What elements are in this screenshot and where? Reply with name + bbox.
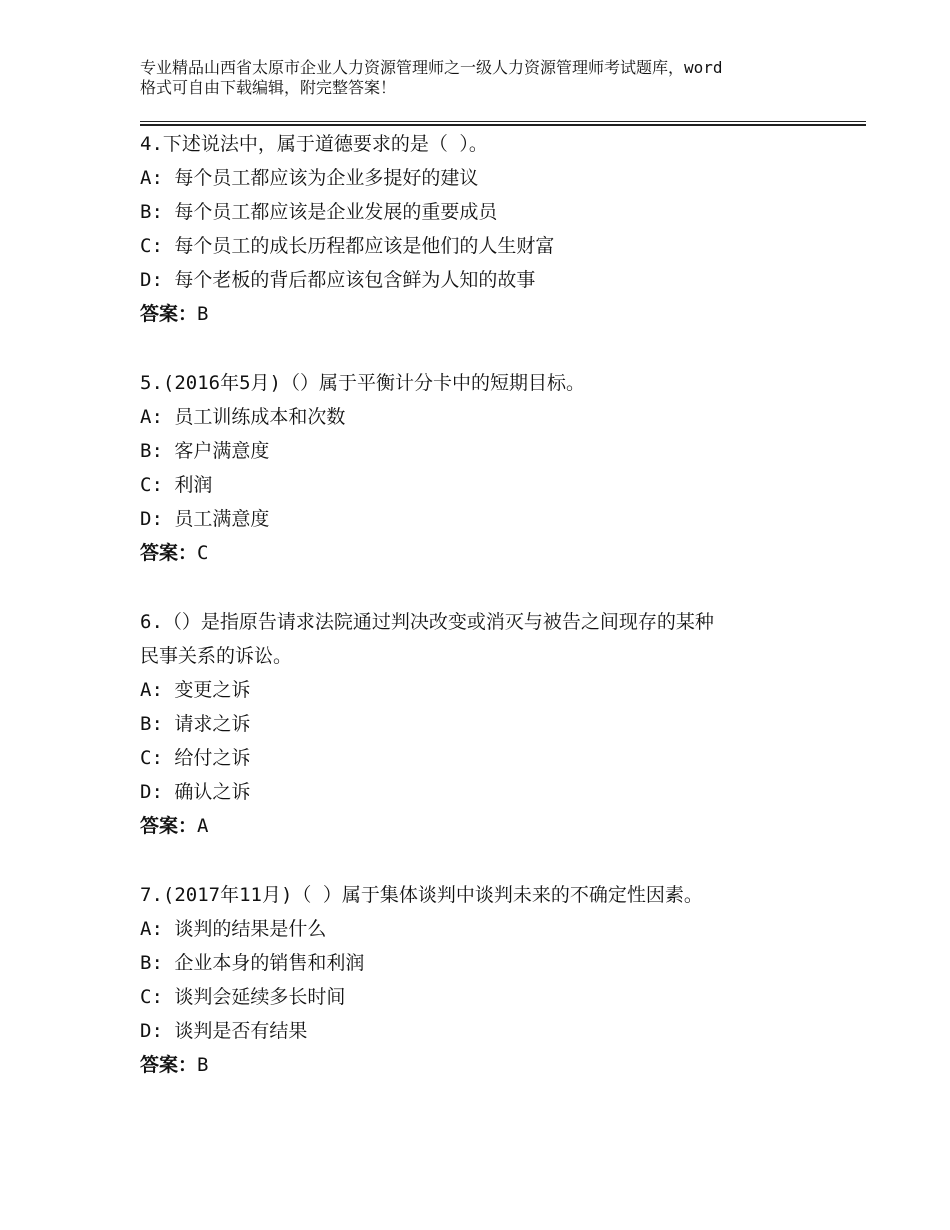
document-header [140, 58, 830, 98]
option-c: C: 给付之诉 [140, 747, 251, 769]
answer-value: C [197, 542, 209, 564]
question-stem: 4.下述说法中，属于道德要求的是（ ）。 [140, 133, 488, 155]
header-line-1: 专业精品山西省太原市企业人力资源管理师之一级人力资源管理师考试题库，word [140, 58, 723, 77]
answer-label: 答案： [140, 303, 198, 325]
answer-line [140, 297, 860, 331]
option-d: D: 每个老板的背后都应该包含鲜为人知的故事 [140, 269, 536, 291]
option-d: D: 谈判是否有结果 [140, 1020, 308, 1042]
option-c: C: 谈判会延续多长时间 [140, 986, 346, 1008]
option-a: A: 变更之诉 [140, 679, 251, 701]
question-4 [140, 127, 860, 331]
option-a: A: 每个员工都应该为企业多提好的建议 [140, 167, 479, 189]
option-d: D: 员工满意度 [140, 508, 270, 530]
option-b: B: 每个员工都应该是企业发展的重要成员 [140, 201, 498, 223]
option-a: A: 谈判的结果是什么 [140, 918, 327, 940]
option-a: A: 员工训练成本和次数 [140, 406, 346, 428]
answer-line [140, 536, 860, 570]
question-stem: 7.(2017年11月)（ ）属于集体谈判中谈判未来的不确定性因素。 [140, 884, 703, 906]
answer-label: 答案： [140, 1054, 198, 1076]
option-b: B: 请求之诉 [140, 713, 251, 735]
header-rule-thick [140, 124, 866, 126]
header-rule-thin [140, 121, 866, 122]
answer-value: A [197, 815, 209, 837]
option-d: D: 确认之诉 [140, 781, 251, 803]
option-b: B: 企业本身的销售和利润 [140, 952, 365, 974]
option-b: B: 客户满意度 [140, 440, 270, 462]
answer-value: B [197, 303, 209, 325]
answer-value: B [197, 1054, 209, 1076]
question-stem-line-1: 6.（）是指原告请求法院通过判决改变或消灭与被告之间现存的某种 [140, 611, 714, 633]
question-6 [140, 605, 860, 843]
option-c: C: 每个员工的成长历程都应该是他们的人生财富 [140, 235, 555, 257]
answer-line [140, 809, 860, 843]
answer-label: 答案： [140, 815, 198, 837]
option-c: C: 利润 [140, 474, 213, 496]
question-5 [140, 366, 860, 570]
question-stem: 5.(2016年5月)（）属于平衡计分卡中的短期目标。 [140, 372, 585, 394]
answer-label: 答案： [140, 542, 198, 564]
header-line-2: 格式可自由下载编辑，附完整答案！ [140, 78, 397, 97]
question-stem-line-2: 民事关系的诉讼。 [140, 645, 293, 667]
question-7 [140, 878, 860, 1082]
answer-line [140, 1048, 860, 1082]
